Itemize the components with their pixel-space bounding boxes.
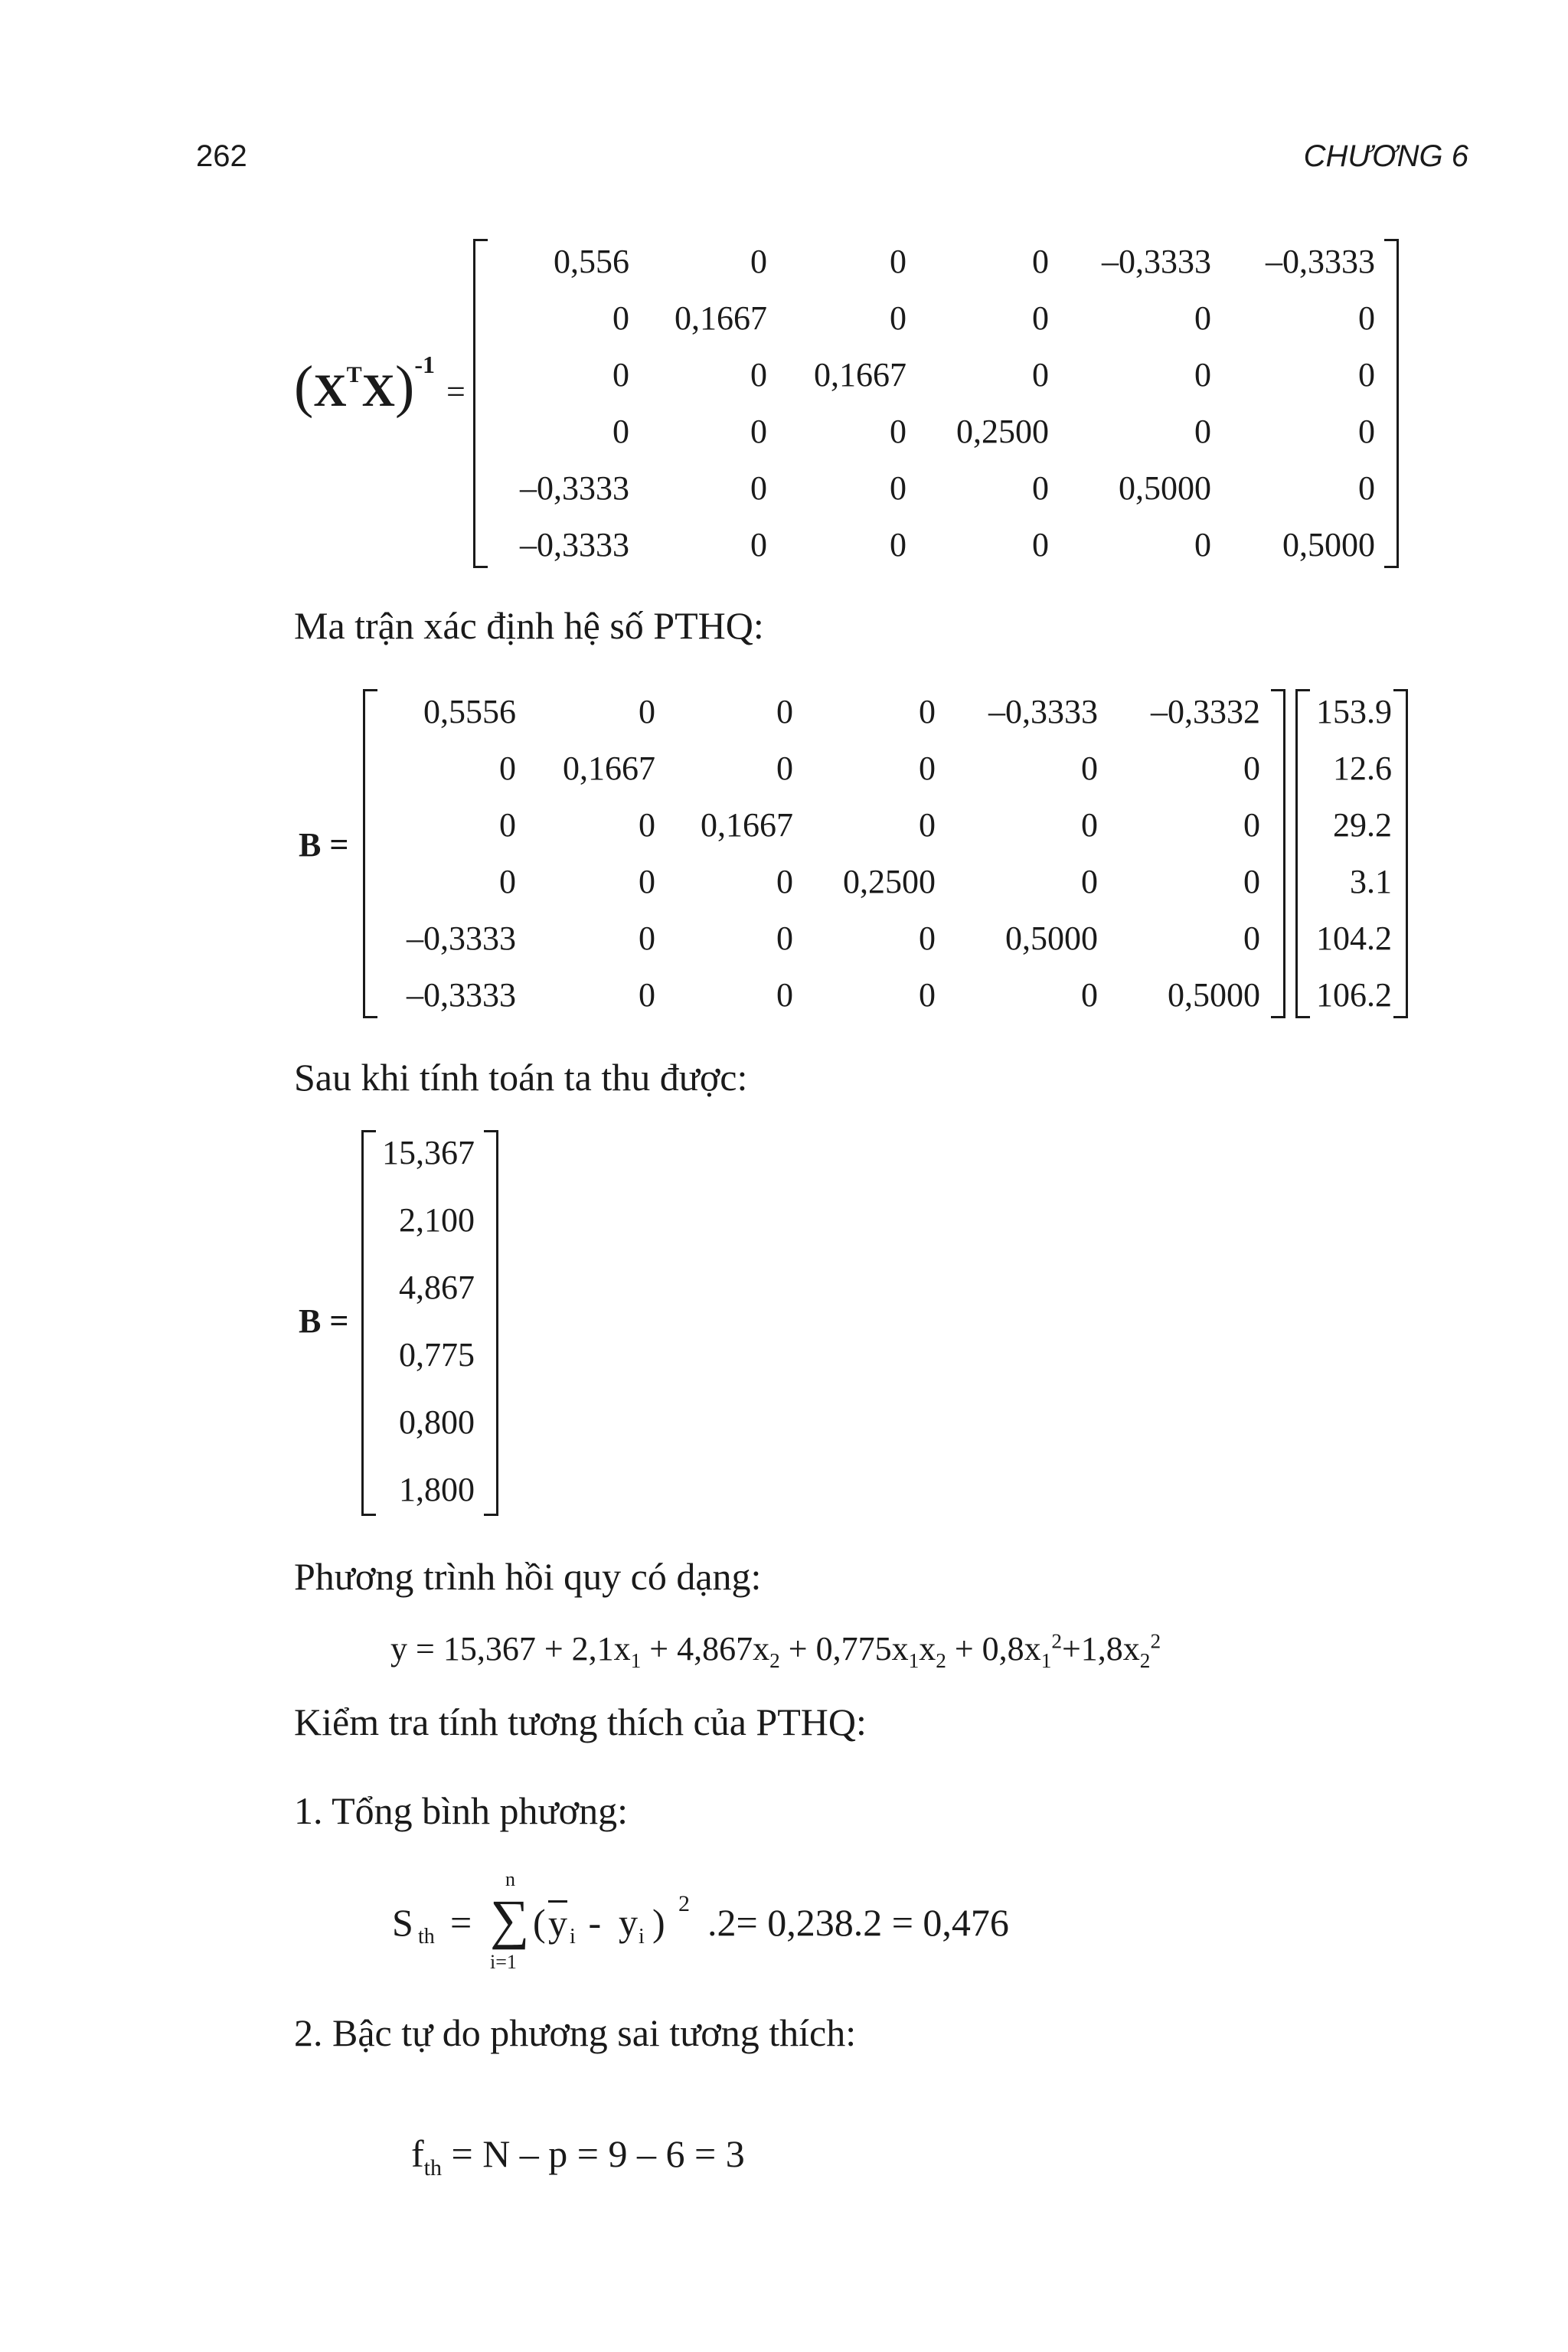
regression-equation: $y = 15,367 + 2,1x_1 + 4,867x_2 + 0,775x_1x_2 + 0,8x_1^2+1,8x_2^2$ [390,1629,1161,1672]
matrix-cell-value: 0 [612,413,629,450]
matrix-cell-value: 0 [639,806,655,844]
matrix-cell-value: 0,5000 [1282,526,1375,564]
matrix-cell-value: 0 [1081,863,1098,900]
matrix-cell-value: 0 [1032,299,1049,337]
b-right-bracket [1271,689,1285,1018]
matrix-cell-value: 0 [639,863,655,900]
matrix-cell-value: 29.2 [1333,806,1392,844]
matrix-cell-value: 0,1667 [701,806,793,844]
matrix-cell-value: 0 [776,976,793,1014]
matrix-cell-value: 0 [919,693,936,730]
matrix-cell-value: 0 [919,920,936,957]
matrix-cell-value: 0 [1032,469,1049,507]
xtx-label: $(X^TX)^{-1}$ = [294,351,466,419]
matrix-cell-value: 0,5000 [1005,920,1098,957]
text-sau-khi: Sau khi tính toán ta thu được: [294,1056,748,1099]
chapter-title: CHƯƠNG 6 [1303,139,1468,173]
matrix-cell-value: 0,1667 [563,750,655,787]
matrix-cell-value: 0 [919,750,936,787]
matrix-cell-value: 0 [750,243,767,280]
text-bac-tu-do: 2. Bậc tự do phương sai tương thích: [294,2011,857,2054]
matrix-cell-value: 0 [890,243,906,280]
matrix-cell-value: 0 [1194,299,1211,337]
matrix-cell-value: 0,2500 [956,413,1049,450]
matrix-cell-value: 0 [639,920,655,957]
b-result-left-bracket [361,1130,376,1516]
matrix-cell-value: 0,5556 [423,693,516,730]
matrix-cell-value: 0 [1194,356,1211,394]
matrix-cell-value: 0 [1243,806,1260,844]
xtx-left-bracket [473,239,488,568]
matrix-cell-value: –0,3333 [407,920,516,957]
xtx-right-bracket [1384,239,1399,568]
matrix-cell-value: 0 [919,976,936,1014]
matrix-cell-value: 0 [1194,526,1211,564]
matrix-cell-value: 0 [612,356,629,394]
matrix-cell-value: 0 [919,806,936,844]
b-result-right-bracket [484,1130,498,1516]
text-phuong-trinh: Phương trình hồi quy có dạng: [294,1555,762,1598]
b-matrix-label: B = [299,826,349,864]
matrix-cell-value: 0 [612,299,629,337]
matrix-cell-value: 0,5000 [1168,976,1260,1014]
matrix-cell-value: 0 [1032,243,1049,280]
matrix-cell-value: –0,3333 [988,693,1098,730]
matrix-cell-value: 0 [1194,413,1211,450]
matrix-cell-value: 106.2 [1316,976,1392,1014]
matrix-cell-value: 0,1667 [675,299,767,337]
matrix-cell-value: 0,2500 [843,863,936,900]
matrix-cell-value: 0 [750,469,767,507]
matrix-cell-value: 0 [1081,750,1098,787]
matrix-cell-value: 0 [776,920,793,957]
matrix-cell-value: 12.6 [1333,750,1392,787]
sth-formula: S th = n ∑ i=1 ( y i - y i ) 2 .2= 0,238.2 = 0,476 [392,1868,1009,1973]
matrix-cell-value: 0,775 [399,1336,475,1374]
vector-right-bracket [1393,689,1408,1018]
matrix-cell-value: 0,800 [399,1403,475,1441]
matrix-cell-value: 0 [750,413,767,450]
matrix-cell-value: 0 [890,413,906,450]
page-number: 262 [196,139,247,173]
matrix-cell-value: 0 [1243,863,1260,900]
matrix-cell-value: 0 [1358,356,1375,394]
matrix-cell-value: 0,1667 [814,356,906,394]
matrix-cell-value: 0 [1243,920,1260,957]
matrix-cell-value: 0 [499,806,516,844]
matrix-cell-value: 2,100 [399,1201,475,1239]
b-left-bracket [363,689,377,1018]
matrix-cell-value: 0 [1243,750,1260,787]
matrix-cell-value: 0 [499,750,516,787]
text-ma-tran: Ma trận xác định hệ số PTHQ: [294,604,764,647]
matrix-cell-value: 0 [776,863,793,900]
matrix-cell-value: 0 [1358,469,1375,507]
matrix-cell-value: 15,367 [382,1134,475,1171]
matrix-cell-value: 1,800 [399,1471,475,1508]
matrix-cell-value: –0,3333 [520,469,629,507]
matrix-cell-value: –0,3333 [1102,243,1211,280]
matrix-cell-value: 0,556 [554,243,629,280]
fth-formula: $f_{th} = N - p = 9 - 6 = 3$ [411,2132,745,2180]
matrix-cell-value: 153.9 [1316,693,1392,730]
matrix-cell-value: 0 [1358,413,1375,450]
matrix-cell-value: 0 [1081,806,1098,844]
text-tong-binh-phuong: 1. Tổng bình phương: [294,1789,628,1832]
matrix-cell-value: 4,867 [399,1269,475,1306]
matrix-cell-value: 0 [499,863,516,900]
matrix-cell-value: 0 [776,693,793,730]
matrix-cell-value: 0,5000 [1119,469,1211,507]
matrix-cell-value: 0 [750,356,767,394]
matrix-cell-value: 0 [1081,976,1098,1014]
matrix-cell-value: –0,3333 [520,526,629,564]
text-kiem-tra: Kiểm tra tính tương thích của PTHQ: [294,1700,867,1743]
matrix-cell-value: 0 [1358,299,1375,337]
matrix-cell-value: 104.2 [1316,920,1392,957]
matrix-cell-value: 0 [750,526,767,564]
matrix-cell-value: 0 [890,526,906,564]
matrix-cell-value: 0 [890,299,906,337]
matrix-cell-value: 0 [639,976,655,1014]
matrix-cell-value: 0 [639,693,655,730]
matrix-cell-value: 3.1 [1350,863,1392,900]
vector-left-bracket [1295,689,1310,1018]
matrix-cell-value: 0 [776,750,793,787]
matrix-cell-value: –0,3332 [1151,693,1260,730]
matrix-cell-value: 0 [1032,356,1049,394]
b-result-label: B = [299,1302,349,1340]
matrix-cell-value: –0,3333 [407,976,516,1014]
matrix-cell-value: 0 [1032,526,1049,564]
matrix-cell-value: 0 [890,469,906,507]
matrix-cell-value: –0,3333 [1266,243,1375,280]
